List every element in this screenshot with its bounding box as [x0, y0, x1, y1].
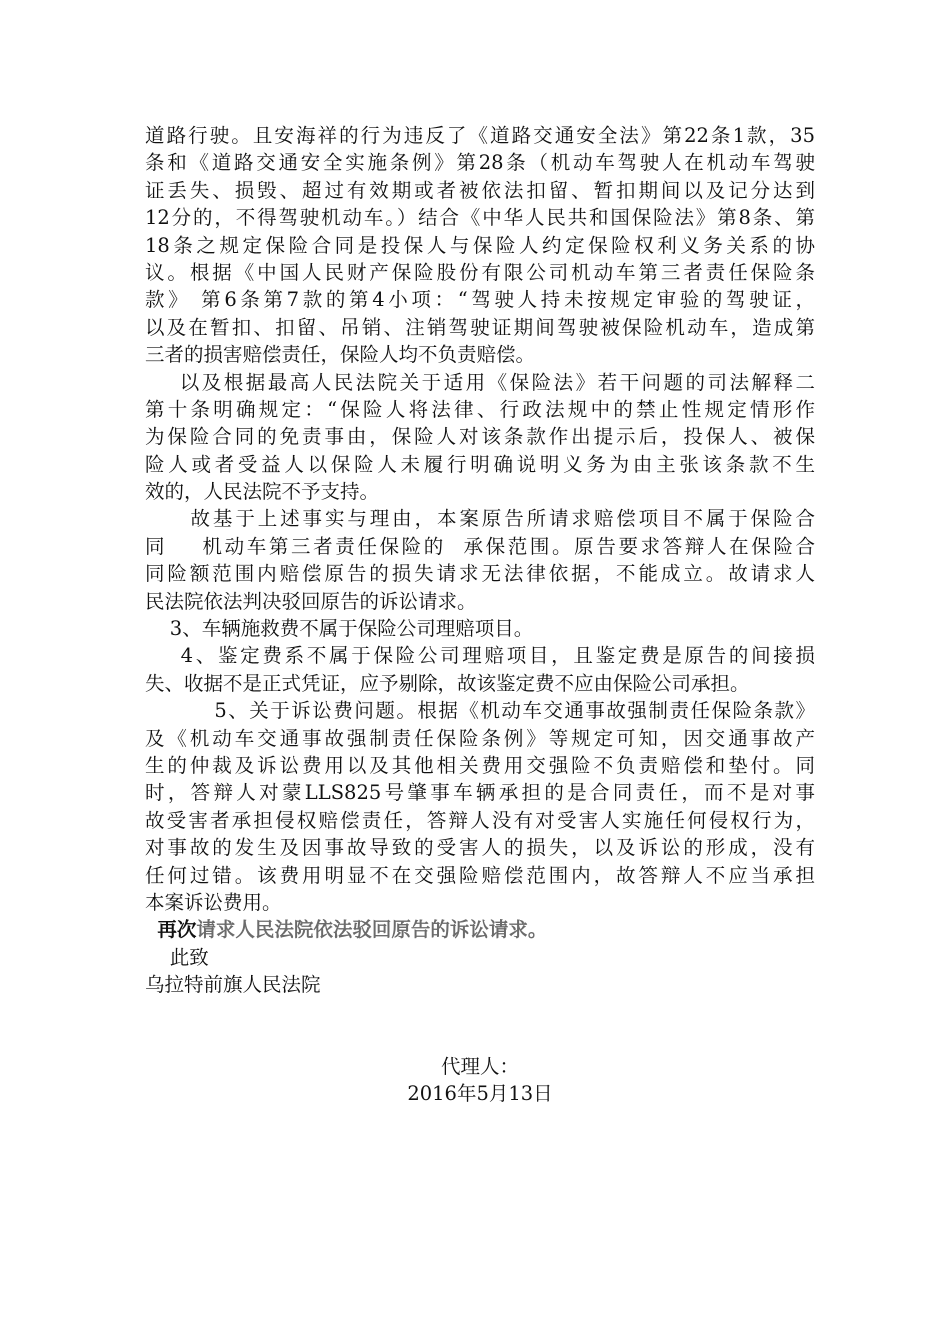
text-line: 任何过错。该费用明显不在交强险赔偿范围内，故答辩人不应当承担 — [145, 863, 815, 887]
text-line: 条和《道路交通安全实施条例》第28条（机动车驾驶人在机动车驾驶 — [145, 151, 815, 175]
document-page — [145, 122, 815, 1107]
paragraph-item-3 — [145, 615, 815, 642]
text-line: 故受害者承担侵权赔偿责任，答辩人没有对受害人实施任何侵权行为， — [145, 808, 815, 832]
court-name: 乌拉特前旗人民法院 — [145, 973, 321, 997]
request-lead: 再次 — [157, 918, 197, 942]
text-line: 议。根据《中国人民财产保险股份有限公司机动车第三者责任保险条 — [145, 260, 815, 284]
text-line: 同 机动车第三者责任保险的 承保范围。原告要求答辩人在保险合 — [145, 534, 815, 558]
text-line: 4、鉴定费系不属于保险公司理赔项目，且鉴定费是原告的间接损 — [145, 644, 815, 668]
text-line: 同险额范围内赔偿原告的损失请求无法律依据，不能成立。故请求人 — [145, 562, 815, 586]
agent-label: 代理人： — [440, 1054, 519, 1078]
text-line: 以及在暂扣、扣留、吊销、注销驾驶证期间驾驶被保险机动车，造成第 — [145, 315, 815, 339]
text-line: 款》 第6条第7款的第4小项：“驾驶人持未按规定审验的驾驶证， — [145, 288, 815, 312]
paragraph-2 — [145, 369, 815, 506]
text-line: 效的，人民法院不予支持。 — [145, 480, 380, 504]
text-line: 对事故的发生及因事故导致的受害人的损失，以及诉讼的形成，没有 — [145, 836, 815, 860]
text-line: 5、关于诉讼费问题。根据《机动车交通事故强制责任保险条款》 — [145, 699, 815, 723]
signature-spacer — [145, 999, 815, 1053]
text-line: 18条之规定保险合同是投保人与保险人约定保险权利义务关系的协 — [145, 233, 815, 257]
final-request — [145, 916, 815, 943]
paragraph-item-4 — [145, 642, 815, 697]
paragraph-item-5 — [145, 697, 815, 916]
text-line: 以及根据最高人民法院关于适用《保险法》若干问题的司法解释二 — [145, 370, 815, 394]
salutation-text: 此致 — [169, 945, 209, 969]
text-line: 失、收据不是正式凭证，应予剔除，故该鉴定费不应由保险公司承担。 — [145, 671, 750, 695]
text-line: 生的仲裁及诉讼费用以及其他相关费用交强险不负责赔偿和垫付。同 — [145, 753, 815, 777]
text-line: 民法院依法判决驳回原告的诉讼请求。 — [145, 589, 477, 613]
salutation — [145, 944, 815, 971]
text-line: 三者的损害赔偿责任，保险人均不负责赔偿。 — [145, 343, 536, 367]
text-line: 12分的，不得驾驶机动车。）结合《中华人民共和国保险法》第8条、第 — [145, 206, 815, 230]
text-line: 时，答辩人对蒙LLS825号肇事车辆承担的是合同责任，而不是对事 — [145, 781, 815, 805]
text-line: 道路行驶。且安海祥的行为违反了《道路交通安全法》第22条1款，35 — [145, 124, 815, 147]
text-line: 3、车辆施救费不属于保险公司理赔项目。 — [145, 617, 534, 641]
text-line: 证丢失、损毁、超过有效期或者被依法扣留、暂扣期间以及记分达到 — [145, 178, 815, 202]
text-line: 本案诉讼费用。 — [145, 890, 282, 914]
text-line: 为保险合同的免责事由，保险人对该条款作出提示后，投保人、被保 — [145, 425, 815, 449]
text-line: 故基于上述事实与理由，本案原告所请求赔偿项目不属于保险合 — [145, 507, 815, 531]
request-text: 请求人民法院依法驳回原告的诉讼请求。 — [196, 918, 548, 942]
paragraph-1 — [145, 122, 815, 369]
text-line: 险人或者受益人以保险人未履行明确说明义务为由主张该条款不生 — [145, 452, 815, 476]
text-line: 第十条明确规定：“保险人将法律、行政法规中的禁止性规定情形作 — [145, 397, 815, 421]
signature-date: 2016年5月13日 — [407, 1081, 553, 1105]
paragraph-3 — [145, 505, 815, 615]
text-line: 及《机动车交通事故强制责任保险条例》等规定可知，因交通事故产 — [145, 726, 815, 750]
